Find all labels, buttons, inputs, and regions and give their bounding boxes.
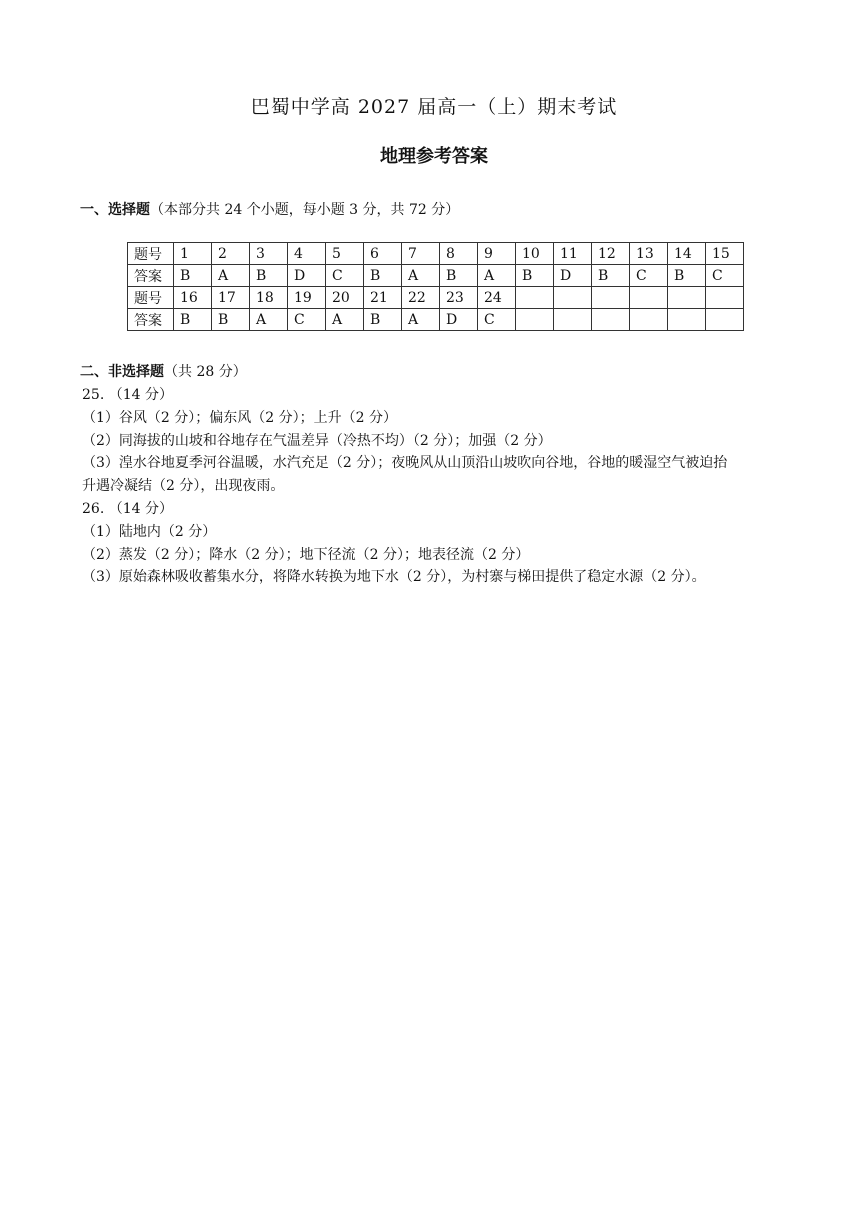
table-cell [630, 309, 668, 331]
table-cell: 4 [288, 243, 326, 265]
table-cell: 13 [630, 243, 668, 265]
table-cell: 9 [478, 243, 516, 265]
answer-body [82, 384, 802, 589]
table-cell: 23 [440, 287, 478, 309]
table-cell: B [364, 309, 402, 331]
q26-answer-2: （2）蒸发（2 分）；降水（2 分）；地下径流（2 分）；地表径流（2 分） [82, 546, 530, 563]
section-2-note: （共 28 分） [164, 364, 247, 380]
document-subtitle: 地理参考答案 [380, 146, 488, 167]
table-cell: B [174, 309, 212, 331]
table-cell [516, 309, 554, 331]
row-label-answer: 答案 [128, 265, 174, 287]
q25-answer-3-line-1: （3）湟水谷地夏季河谷温暖，水汽充足（2 分）；夜晚风从山顶沿山坡吹向谷地，谷地的暖湿空气被迫抬 [82, 455, 728, 472]
table-cell: 16 [174, 287, 212, 309]
table-cell: D [440, 309, 478, 331]
table-cell: 19 [288, 287, 326, 309]
table-cell [592, 287, 630, 309]
table-cell: B [668, 265, 706, 287]
section-2-heading [80, 361, 247, 381]
table-cell: A [250, 309, 288, 331]
q25-answer-1: （1）谷风（2 分）；偏东风（2 分）；上升（2 分） [82, 409, 397, 426]
table-cell: 22 [402, 287, 440, 309]
table-cell: C [326, 265, 364, 287]
section-1-note: （本部分共 24 个小题，每小题 3 分，共 72 分） [150, 202, 460, 218]
table-cell: D [554, 265, 592, 287]
row-label-number: 题号 [128, 243, 174, 265]
table-cell: A [212, 265, 250, 287]
row-label-number: 题号 [128, 287, 174, 309]
table-cell [516, 287, 554, 309]
table-cell [706, 309, 744, 331]
table-cell: 21 [364, 287, 402, 309]
answer-table [127, 242, 744, 331]
table-row-numbers-2 [128, 287, 744, 309]
section-1-label: 一、选择题 [80, 202, 150, 218]
table-cell: 5 [326, 243, 364, 265]
table-cell [706, 287, 744, 309]
table-row-numbers-1 [128, 243, 744, 265]
table-cell: 24 [478, 287, 516, 309]
table-cell: B [592, 265, 630, 287]
table-row-answers-2 [128, 309, 744, 331]
table-cell: A [478, 265, 516, 287]
table-cell [630, 287, 668, 309]
table-cell: 20 [326, 287, 364, 309]
table-cell: B [174, 265, 212, 287]
table-cell: C [706, 265, 744, 287]
table-cell: C [478, 309, 516, 331]
table-cell: 2 [212, 243, 250, 265]
table-cell: 15 [706, 243, 744, 265]
row-label-answer: 答案 [128, 309, 174, 331]
q26-header: 26. （14 分） [82, 500, 173, 517]
table-cell: 6 [364, 243, 402, 265]
table-cell [668, 309, 706, 331]
section-1-heading [80, 199, 459, 219]
table-cell: A [326, 309, 364, 331]
table-cell: 7 [402, 243, 440, 265]
table-cell: 18 [250, 287, 288, 309]
q25-header: 25. （14 分） [82, 387, 173, 403]
table-cell: B [212, 309, 250, 331]
table-cell: 10 [516, 243, 554, 265]
table-cell: 14 [668, 243, 706, 265]
table-cell: B [250, 265, 288, 287]
table-cell [668, 287, 706, 309]
table-cell: B [440, 265, 478, 287]
table-cell: 3 [250, 243, 288, 265]
table-cell: B [364, 265, 402, 287]
table-cell: C [288, 309, 326, 331]
table-cell: 8 [440, 243, 478, 265]
q26-answer-1: （1）陆地内（2 分） [82, 523, 217, 540]
table-cell: A [402, 265, 440, 287]
table-cell: 12 [592, 243, 630, 265]
table-cell: D [288, 265, 326, 287]
table-cell [554, 309, 592, 331]
table-cell: 1 [174, 243, 212, 265]
table-cell: 11 [554, 243, 592, 265]
q25-answer-2: （2）同海拔的山坡和谷地存在气温差异（冷热不均）（2 分）；加强（2 分） [82, 432, 552, 449]
table-cell: A [402, 309, 440, 331]
table-cell [554, 287, 592, 309]
table-cell [592, 309, 630, 331]
document-title: 巴蜀中学高 2027 届高一（上）期末考试 [250, 96, 618, 118]
section-2-label: 二、非选择题 [80, 364, 164, 380]
table-cell: B [516, 265, 554, 287]
table-row-answers-1 [128, 265, 744, 287]
table-cell: C [630, 265, 668, 287]
table-cell: 17 [212, 287, 250, 309]
q26-answer-3: （3）原始森林吸收蓄集水分，将降水转换为地下水（2 分），为村寨与梯田提供了稳定水源（2 分）。 [82, 569, 706, 586]
q25-answer-3-line-2: 升遇冷凝结（2 分），出现夜雨。 [82, 478, 285, 495]
